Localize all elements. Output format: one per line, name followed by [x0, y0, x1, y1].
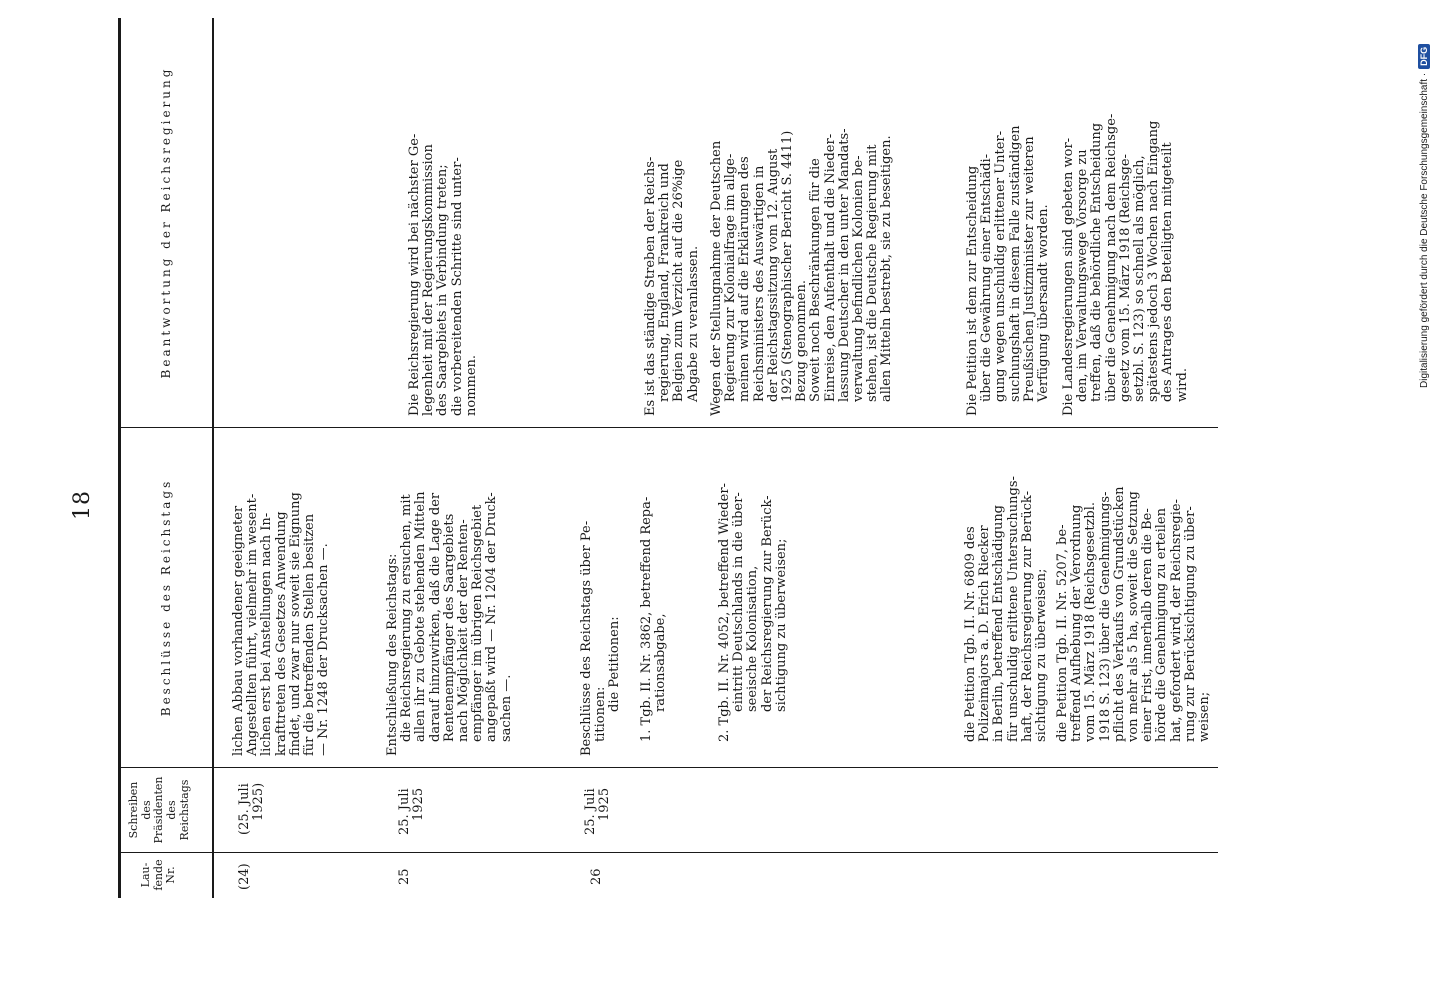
petition-5207-beschluss: die Petition Tgb. II. Nr. 5207, be- treffend Aufhebung der Verordnung vom 15. März 1918 (Reichsgesetzbl. 1918 S. 123) über die Genehmigungs- pflicht des Verkaufs von Grundstücken von mehr als 5 ha, soweit die Setzung einer Frist, innerhalb deren die Be- hörde die Genehmigung zu erteilen hat, gefordert wird, der Reichsregie- rung zur Berücksichtigung zu über- weisen;: [1055, 486, 1213, 742]
row-26-beschluss-head: Beschlüsse des Reichstags über Pe- titionen: die Petitionen:: [579, 520, 623, 756]
header-beantwortung: Beantwortung der Reichsregierung: [159, 66, 173, 379]
table-header-rule: [212, 18, 214, 898]
row-26-date: 25. Juli 1925: [583, 787, 613, 835]
petition-3862-antwort: Es ist das ständige Streben der Reichs- regierung, England, Frankreich und Belgien zum Verzicht auf die 26%ige Abgabe zu veranlassen.: [643, 156, 701, 416]
row-24-date: (25. Juli 1925): [237, 782, 267, 835]
petition-4052-antwort: Wegen der Stellungnahme der Deutschen Regierung zur Kolonialfrage im allge- meinen wird auf die Erklärungen des Reichsministers des Auswärtigen in der Reichstagssitzung vom 12. August 1925 (Stenographischer Bericht S. 4411) Bezug genommen. Soweit noch Beschränkungen für die Einreise, den Aufenthalt und die Nieder- lassung Deutscher in den unter Mandats- verwaltung befindlichen Kolonien be- stehen, ist die Deutsche Regierung mit allen Mitteln bestrebt, sie zu beseitigen.: [709, 128, 895, 416]
petition-5207-antwort: Die Landesregierungen sind gebeten wor- den, im Verwaltungswege Vorsorge zu treffen, daß die behördliche Entscheidung über die Genehmigung nach dem Reichsge- gesetz vom 15. März 1918 (Reichsge- setzbl. S. 123) so schnell als möglich, spätestens jedoch 3 Wochen nach Eingang des Antrages den Beteiligten mitgeteilt wird.: [1061, 113, 1190, 416]
row-25-date: 25. Juli 1925: [397, 787, 427, 835]
petition-3862-beschluss: 1. Tgb. II. Nr. 3862, betreffend Repa- rationsabgabe,: [639, 496, 669, 742]
column-rule-2: [118, 767, 1218, 768]
digitization-credit: [1418, 8, 1434, 388]
row-24-beschluss: lichen Abbau vorhandener geeigneter Angestellten führt, vielmehr im wesent- lichen erst bei Anstellungen nach In- krafttreten des Gesetzes Anwendung findet, und zwar nur soweit sie Eignung für die betreffenden Stellen besitzen — Nr. 1248 der Drucksachen —.: [231, 492, 332, 756]
column-rule-1: [118, 852, 1218, 853]
row-25-beschluss: Entschließung des Reichstags: die Reichsregierung zu ersuchen, mit allen ihr zu Gebote stehenden Mitteln darauf hinzuwirken, daß die Lage der Rentenempfänger des Saargebiets nach Möglichkeit der der Renten- empfänger im übrigen Reichsgebiet angepaßt wird — Nr. 1204 der Druck- sachen —.: [385, 491, 514, 756]
petition-4052-beschluss: 2. Tgb. II. Nr. 4052, betreffend Wieder- eintritt Deutschlands in die über- seeische Kolonisation, der Reichsregierung zur Berück- sichtigung zu überweisen;: [717, 483, 789, 742]
header-schreiben: Schreiben des Präsidenten des Reichstags: [127, 776, 191, 844]
credit-text: Digitalisierung gefördert durch die Deutsche Forschungsgemeinschaft ·: [1418, 72, 1430, 388]
row-25-nr: 25: [397, 868, 412, 885]
header-laufende-nr: Lau- fende Nr.: [139, 859, 178, 891]
petition-6809-beschluss: die Petition Tgb. II. Nr. 6809 des Polizeimajors a. D. Erich Riecker in Berlin, betreffend Entschädigung für unschuldig erlittene Untersuchungs- haft, der Reichsregierung zur Berück- sichtigung zu überweisen;: [963, 476, 1050, 742]
petition-6809-antwort: Die Petition ist dem zur Entscheidung über die Gewährung einer Entschädi- gung wegen unschuldig erlittener Unter- suchungshaft in diesem Falle zuständigen Preußischen Justizminister zur weiteren Verfügung übersandt worden.: [965, 125, 1052, 416]
page-number: 18: [70, 490, 95, 520]
row-26-nr: 26: [589, 868, 604, 885]
header-beschluesse: Beschlüsse des Reichstags: [159, 478, 173, 717]
column-rule-3: [118, 427, 1218, 428]
table-top-rule: [118, 18, 121, 898]
row-24-nr: (24): [237, 863, 252, 890]
row-25-antwort: Die Reichsregierung wird bei nächster Ge- legenheit mit der Regierungskommission des Saargebiets in Verbindung treten; die vorbereitenden Schritte sind unter- nommen.: [407, 133, 479, 416]
dfg-logo-icon: DFG: [1418, 44, 1430, 69]
